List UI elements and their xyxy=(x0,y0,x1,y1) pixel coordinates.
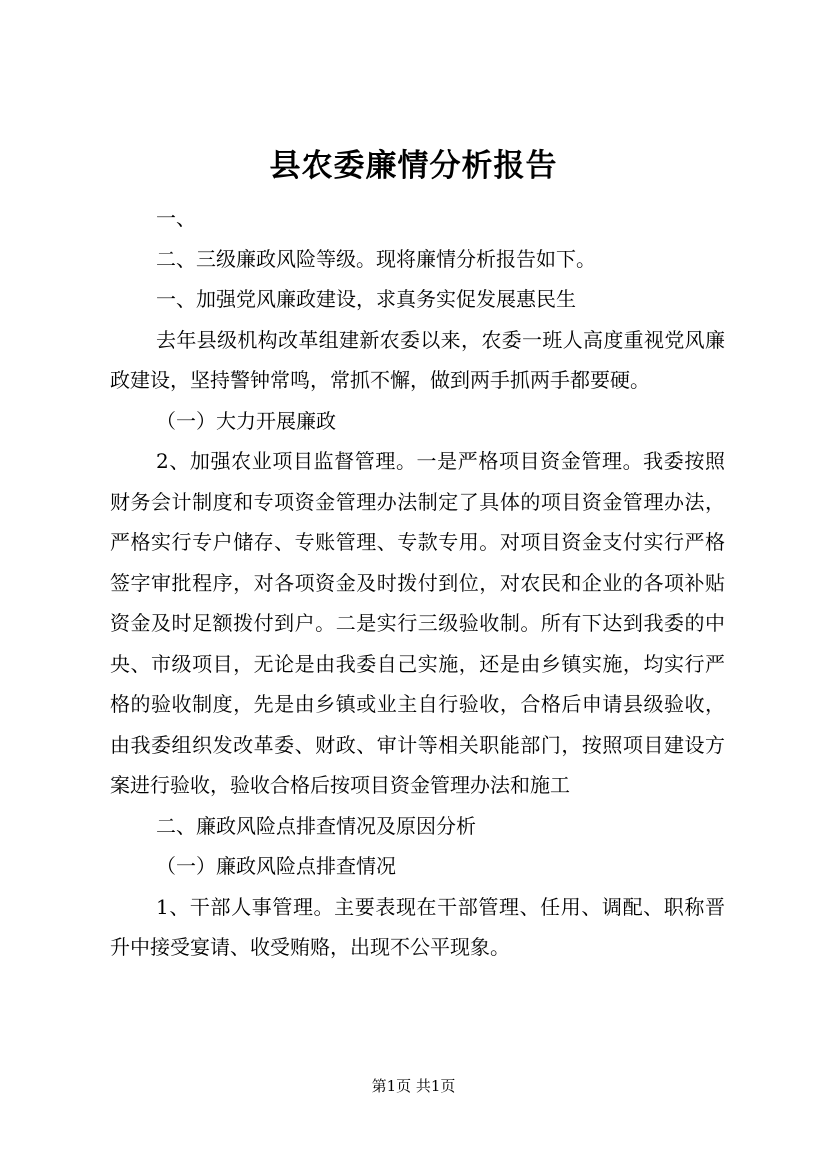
heading-risk-check: （一）廉政风险点排查情况 xyxy=(156,854,396,878)
heading-strengthen-party-conduct: 一、加强党风廉政建设，求真务实促发展惠民生 xyxy=(156,287,576,311)
page-number-footer: 第1页 共1页 xyxy=(371,1077,456,1095)
paragraph-section-one-marker: 一、 xyxy=(156,206,196,230)
document-body xyxy=(110,198,725,968)
paragraph-project-supervision: 2、加强农业项目监督管理。一是严格项目资金管理。我委按照财务会计制度和专项资金管理办法制定了具体的项目资金管理办法，严格实行专户储存、专账管理、专款专用。对项目资金支付实行严格签字审批程序，对各项资金及时拨付到位，对农民和企业的各项补贴资金及时足额拨付到户。二是实行三级验收制。所有下达到我委的中央、市级项目，无论是由我委自己实施，还是由乡镇实施，均实行严格的验收制度，先是由乡镇或业主自行验收，合格后申请县级验收，由我委组织发改革委、财政、审计等相关职能部门，按照项目建设方案进行验收，验收合格后按项目资金管理办法和施工 xyxy=(110,449,725,797)
document-title: 县农委廉情分析报告 xyxy=(269,148,558,184)
paragraph-risk-levels: 二、三级廉政风险等级。现将廉情分析报告如下。 xyxy=(156,246,596,271)
heading-subsection-one: （一）大力开展廉政 xyxy=(156,408,336,433)
heading-risk-analysis: 二、廉政风险点排查情况及原因分析 xyxy=(156,813,476,838)
paragraph-personnel-management: 1、干部人事管理。主要表现在干部管理、任用、调配、职称晋升中接受宴请、收受贿赂，出现不公平现象。 xyxy=(110,894,725,959)
paragraph-intro: 去年县级机构改革组建新农委以来，农委一班人高度重视党风廉政建设，坚持警钟常鸣，常抓不懈，做到两手抓两手都要硬。 xyxy=(110,327,725,392)
